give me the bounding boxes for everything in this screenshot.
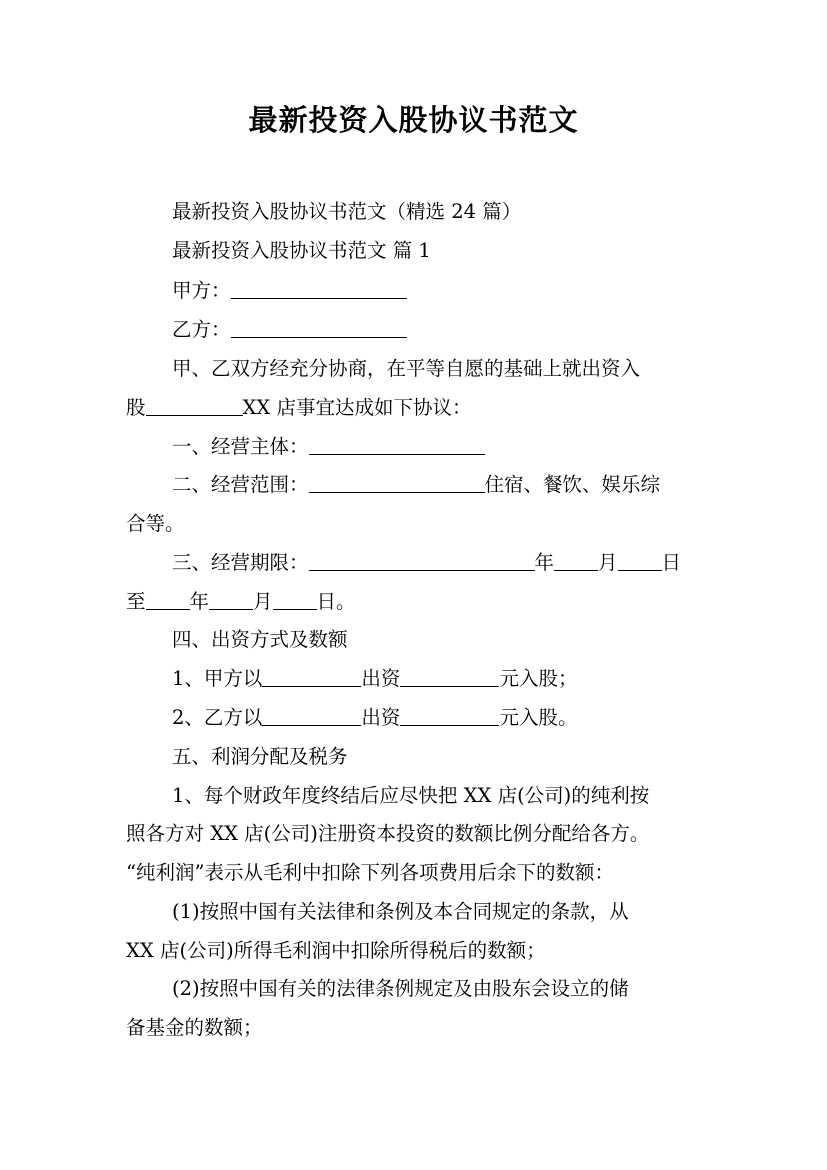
item-3-line-2: 至 年 月 日。 [126,590,356,613]
item-1-line [172,434,485,460]
business-entity-blank[interactable] [309,434,485,455]
party-b-label: 乙方： [172,318,231,341]
item-2-label: 二、经营范围： [172,473,309,496]
item-5-1-line-3: “纯利润”表示从毛利中扣除下列各项费用后余下的数额： [126,861,614,884]
sub-item-2-line-2: 备基金的数额； [126,1016,263,1039]
sub-item-2-line-1: (2)按照中国有关的法律条例规定及由股东会设立的储 [172,977,629,1000]
item-2-line-2: 合等。 [126,512,185,535]
item-5-1-line-2: 照各方对 XX 店(公司)注册资本投资的数额比例分配给各方。 [126,822,650,845]
party-a-blank[interactable] [231,278,407,299]
item-2-line-1: 二、经营范围： 住宿、餐饮、娱乐综 [172,473,661,496]
store-name-blank[interactable] [146,395,243,416]
party-a-line [172,278,407,304]
intro-line: 最新投资入股协议书范文（精选 24 篇） [172,200,522,223]
paragraph-1-line-1: 甲、乙双方经充分协商，在平等自愿的基础上就出资入 [172,357,641,380]
term-start-year-blank[interactable] [309,550,535,571]
term-start-day-blank[interactable] [618,550,662,571]
party-b-contribution-method-blank[interactable] [262,705,361,726]
item-3-line-1: 三、经营期限： 年 月 日 [172,551,682,574]
party-b-contribution-amount-blank[interactable] [400,705,499,726]
party-a-contribution-method-blank[interactable] [262,666,361,687]
term-end-day-blank[interactable] [273,589,317,610]
term-start-month-blank[interactable] [554,550,598,571]
term-end-month-blank[interactable] [209,589,253,610]
section-heading: 最新投资入股协议书范文 篇 1 [172,239,431,262]
party-a-label: 甲方： [172,279,231,302]
document-title: 最新投资入股协议书范文 [248,103,579,137]
item-4-1-line: 1、甲方以 出资 元入股； [172,667,578,690]
party-a-contribution-amount-blank[interactable] [400,666,499,687]
term-end-year-blank[interactable] [146,589,190,610]
item-4-2-line: 2、乙方以 出资 元入股。 [172,706,578,729]
sub-item-1-line-2: XX 店(公司)所得毛利润中扣除所得税后的数额； [126,939,546,962]
party-b-blank[interactable] [231,317,407,338]
item-5-heading: 五、利润分配及税务 [172,745,348,768]
sub-item-1-line-1: (1)按照中国有关法律和条例及本合同规定的条款，从 [172,900,629,923]
item-4-heading: 四、出资方式及数额 [172,628,348,651]
item-5-1-line-1: 1、每个财政年度终结后应尽快把 XX 店(公司)的纯利按 [172,784,650,807]
business-scope-blank[interactable] [309,472,485,493]
party-b-line [172,317,407,343]
item-3-label: 三、经营期限： [172,551,309,574]
paragraph-1-line-2: 股 XX 店事宜达成如下协议： [126,396,472,419]
item-1-label: 一、经营主体： [172,435,309,458]
